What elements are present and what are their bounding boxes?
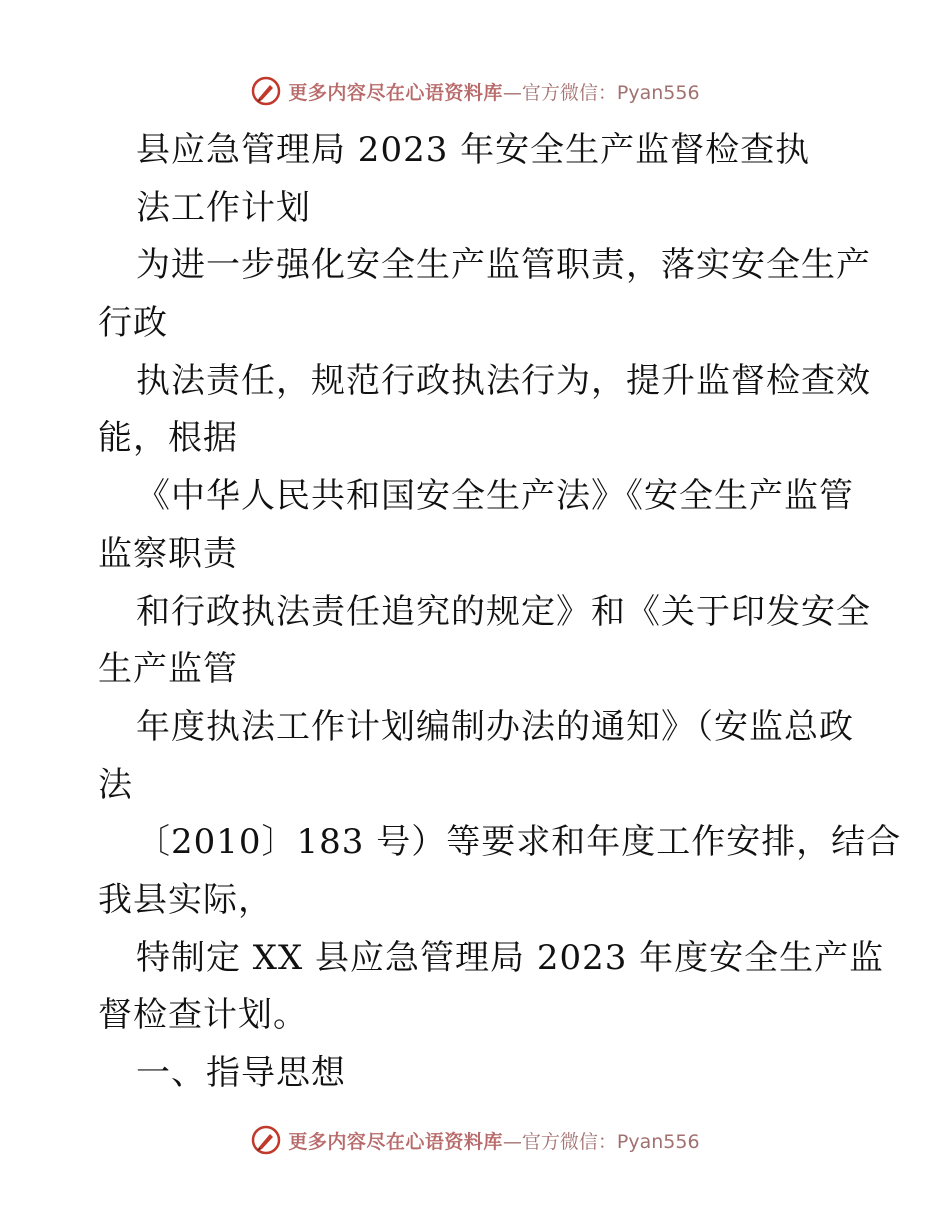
- text-line: 一、指导思想: [136, 1053, 346, 1093]
- document-body: [98, 122, 902, 1103]
- text-line: 年度执法工作计划编制办法的通知》（安监总政: [136, 706, 854, 747]
- text-line: 执法责任，规范行政执法行为，提升监督检查效: [136, 360, 871, 401]
- text-line: 法工作计划: [136, 187, 311, 228]
- text-line: 我县实际，: [98, 879, 273, 920]
- text-line: 〔2010〕183 号）等要求和年度工作安排，结合: [136, 822, 902, 863]
- text-line: 行政: [98, 303, 168, 344]
- text-line: 能，根据: [98, 418, 238, 459]
- pen-logo-icon: [250, 1124, 282, 1156]
- text-line: 为进一步强化安全生产监管职责，落实安全生产: [136, 245, 871, 286]
- text-line: 和行政执法责任追究的规定》和《关于印发安全: [136, 591, 871, 632]
- watermark-main-text: 更多内容尽在心语资料库: [288, 81, 503, 104]
- pen-logo-icon: [250, 75, 282, 107]
- text-line: 督检查计划。: [98, 995, 308, 1036]
- watermark-contact-text: —官方微信：Pyan556: [502, 81, 700, 104]
- text-line: 监察职责: [98, 533, 238, 574]
- watermark-footer: [0, 1120, 950, 1160]
- text-line: 县应急管理局 2023 年安全生产监督检查执: [136, 130, 811, 170]
- watermark-contact-text: —官方微信：Pyan556: [502, 1130, 700, 1153]
- text-line: 法: [98, 764, 133, 805]
- watermark-header: [0, 71, 950, 111]
- text-line: 特制定 XX 县应急管理局 2023 年度安全生产监: [136, 937, 885, 978]
- text-line: 生产监管: [98, 649, 238, 690]
- text-line: 《中华人民共和国安全生产法》《安全生产监管: [136, 476, 854, 517]
- watermark-main-text: 更多内容尽在心语资料库: [288, 1130, 503, 1153]
